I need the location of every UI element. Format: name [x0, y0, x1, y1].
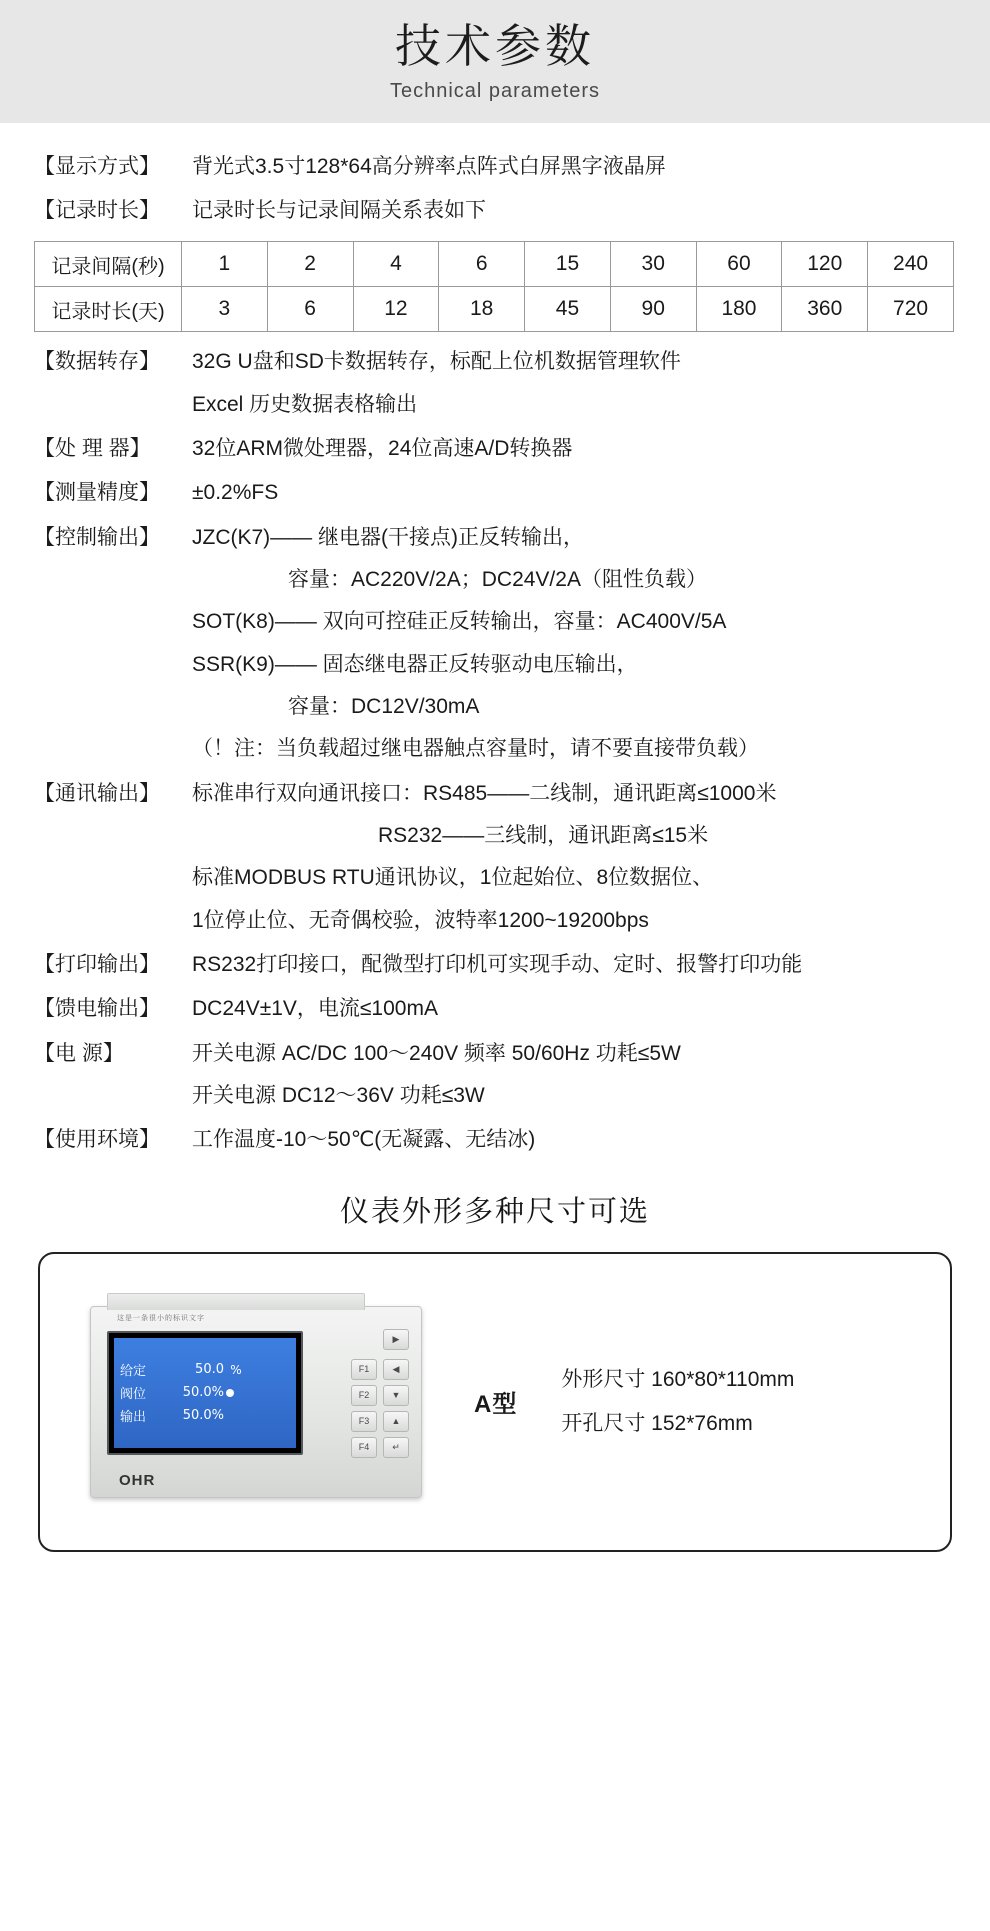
spec-value-record-time: 记录时长与记录间隔关系表如下	[192, 198, 486, 222]
spec-value-print-output: RS232打印接口，配微型打印机可实现手动、定时、报警打印功能	[192, 953, 803, 976]
device-key-up-icon[interactable]: ▲	[383, 1411, 409, 1432]
spec-text: RS232——三线制，通讯距离≤15米	[378, 823, 709, 847]
lcd-row-valve	[120, 1383, 290, 1402]
device-key-f3[interactable]: F3	[351, 1411, 377, 1432]
device-key-enter-icon[interactable]: ↵	[383, 1437, 409, 1458]
spec-value-power	[192, 1040, 956, 1111]
table-cell: 60	[696, 242, 782, 287]
spec-row-record-time	[34, 197, 956, 225]
spec-value-environment: 工作温度-10～50℃(无凝露、无结冰)	[192, 1128, 536, 1152]
spec-text: （！注：当负载超过继电器触点容量时，请不要直接带负载）	[192, 737, 759, 761]
lcd-row-name: 输出	[120, 1410, 147, 1426]
table-cell: 2	[267, 242, 353, 287]
spec-text: 32G U盘和SD卡数据转存，标配上位机数据管理软件	[192, 350, 681, 374]
spec-label-environment: 【使用环境】	[34, 1128, 160, 1152]
table-cell: 360	[782, 287, 868, 332]
device-key-down-icon[interactable]: ▼	[383, 1385, 409, 1406]
table-row-duration	[35, 287, 954, 332]
device-key-f1[interactable]: F1	[351, 1359, 377, 1380]
spec-row-environment	[34, 1126, 956, 1154]
dimension-cutout: 开孔尺寸 152*76mm	[561, 1411, 753, 1435]
record-interval-table-wrapper	[34, 241, 956, 332]
spec-text: Excel 历史数据表格输出	[192, 392, 418, 416]
spec-list	[0, 123, 990, 1155]
table-cell: 240	[868, 242, 954, 287]
table-cell: 120	[782, 242, 868, 287]
spec-label-comm-output: 【通讯输出】	[34, 781, 160, 805]
spec-label-display: 【显示方式】	[34, 154, 160, 178]
page-header	[0, 0, 990, 123]
lcd-content	[114, 1338, 296, 1448]
record-interval-table	[34, 241, 954, 332]
table-cell: 3	[182, 287, 268, 332]
spec-row-power	[34, 1040, 956, 1111]
spec-value-comm-output	[192, 780, 956, 935]
table-cell: 720	[868, 287, 954, 332]
lcd-row-name: 阀位	[120, 1387, 147, 1403]
spec-row-accuracy	[34, 479, 956, 507]
spec-label-processor: 【处 理 器】	[34, 436, 151, 460]
device-keypad	[315, 1329, 411, 1479]
spec-label-feed-output: 【馈电输出】	[34, 997, 160, 1021]
spec-label-power: 【电 源】	[34, 1041, 124, 1065]
lcd-row-output	[120, 1406, 290, 1425]
product-card-a	[38, 1252, 952, 1552]
page-title: 技术参数	[395, 20, 595, 72]
spec-row-comm-output	[34, 780, 956, 935]
spec-value-accuracy: ±0.2%FS	[192, 481, 279, 505]
spec-label-data-transfer: 【数据转存】	[34, 350, 160, 374]
device-top-strip	[107, 1293, 365, 1310]
device-tiny-label: 这是一条很小的标识文字	[117, 1314, 205, 1322]
device-key-f2[interactable]: F2	[351, 1385, 377, 1406]
device-lcd-screen	[107, 1331, 303, 1455]
spec-text: SOT(K8)—— 双向可控硅正反转输出，容量：AC400V/5A	[192, 610, 727, 634]
table-cell: 15	[525, 242, 611, 287]
spec-text: 开关电源 DC12～36V 功耗≤3W	[192, 1084, 485, 1108]
spec-value-feed-output: DC24V±1V，电流≤100mA	[192, 997, 438, 1021]
device-key-f4[interactable]: F4	[351, 1437, 377, 1458]
spec-value-data-transfer	[192, 348, 956, 419]
dimension-outer: 外形尺寸 160*80*110mm	[561, 1367, 795, 1391]
spec-row-display	[34, 153, 956, 181]
device-illustration	[90, 1306, 422, 1498]
lcd-status-dot-icon	[226, 1389, 234, 1397]
table-header-interval: 记录间隔(秒)	[35, 242, 182, 287]
spec-label-control-output: 【控制输出】	[34, 525, 160, 549]
spec-label-accuracy: 【测量精度】	[34, 481, 160, 505]
table-cell: 45	[525, 287, 611, 332]
spec-label-record-time: 【记录时长】	[34, 198, 160, 222]
spec-text: 1位停止位、无奇偶校验，波特率1200~19200bps	[192, 908, 649, 932]
table-cell: 30	[610, 242, 696, 287]
table-row-interval	[35, 242, 954, 287]
device-key-left-icon[interactable]: ◀	[383, 1359, 409, 1380]
spec-row-processor	[34, 435, 956, 463]
spec-value-control-output	[192, 524, 956, 764]
table-cell: 180	[696, 287, 782, 332]
lcd-row-value: 50.0%	[182, 1385, 224, 1401]
model-label: A型	[474, 1391, 518, 1419]
lcd-row-setpoint	[120, 1360, 290, 1379]
lcd-row-value: 50.0%	[182, 1408, 224, 1424]
spec-value-display: 背光式3.5寸128*64高分辨率点阵式白屏黑字液晶屏	[192, 154, 666, 178]
lcd-row-value: 50.0	[195, 1362, 224, 1378]
device-brand-logo: OHR	[119, 1471, 156, 1489]
spec-text: 标准串行双向通讯接口：RS485——二线制，通讯距离≤1000米	[192, 781, 777, 805]
lcd-row-unit: %	[230, 1362, 242, 1377]
table-cell: 1	[182, 242, 268, 287]
table-cell: 18	[439, 287, 525, 332]
spec-label-print-output: 【打印输出】	[34, 953, 160, 976]
spec-row-data-transfer	[34, 348, 956, 419]
lcd-row-name: 给定	[120, 1364, 147, 1380]
spec-row-control-output	[34, 524, 956, 764]
table-cell: 6	[267, 287, 353, 332]
spec-value-processor: 32位ARM微处理器，24位高速A/D转换器	[192, 436, 573, 460]
spec-row-feed-output	[34, 995, 956, 1023]
spec-row-print-output	[34, 951, 956, 979]
spec-text: 容量：DC12V/30mA	[288, 694, 480, 718]
table-cell: 6	[439, 242, 525, 287]
page-subtitle: Technical parameters	[389, 79, 601, 102]
table-cell: 4	[353, 242, 439, 287]
dimension-list	[561, 1358, 794, 1446]
sizes-section-title: 仪表外形多种尺寸可选	[339, 1195, 650, 1228]
spec-text: JZC(K7)—— 继电器(干接点)正反转输出，	[192, 525, 584, 549]
spec-text: SSR(K9)—— 固态继电器正反转驱动电压输出，	[192, 652, 638, 676]
device-key-right-icon[interactable]: ▶	[383, 1329, 409, 1350]
table-cell: 90	[610, 287, 696, 332]
spec-text: 开关电源 AC/DC 100～240V 频率 50/60Hz 功耗≤5W	[192, 1041, 681, 1065]
spec-text: 容量：AC220V/2A；DC24V/2A（阻性负载）	[288, 567, 707, 591]
spec-text: 标准MODBUS RTU通讯协议，1位起始位、8位数据位、	[192, 866, 714, 890]
table-header-duration: 记录时长(天)	[35, 287, 182, 332]
table-cell: 12	[353, 287, 439, 332]
